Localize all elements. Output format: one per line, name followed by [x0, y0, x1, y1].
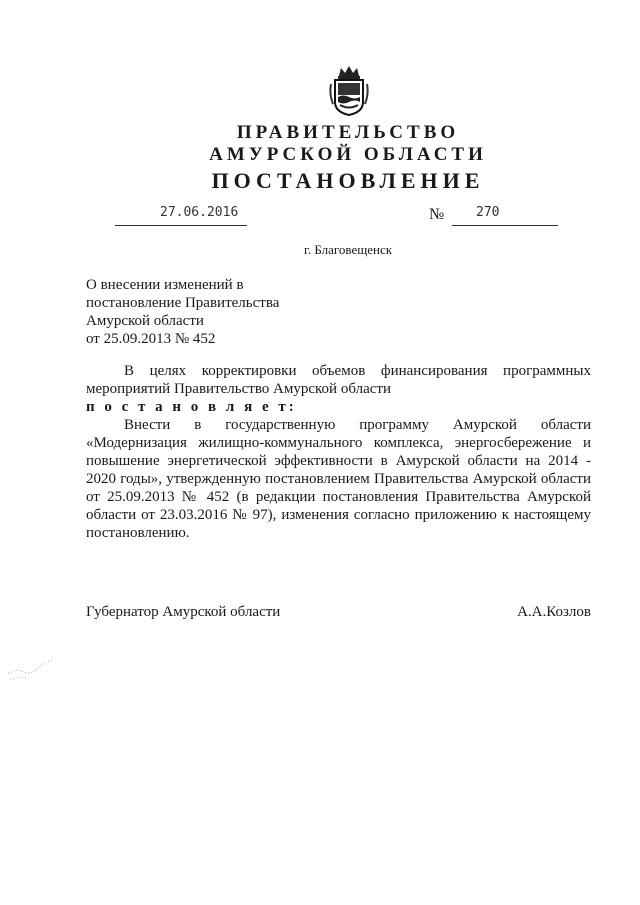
subject-line: Амурской области	[86, 313, 204, 329]
signatory-name: А.А.Козлов	[517, 604, 591, 620]
document-date: 27.06.2016	[160, 205, 239, 220]
number-underline	[452, 205, 558, 226]
government-title: ПРАВИТЕЛЬСТВО	[236, 122, 460, 143]
region-title: АМУРСКОЙ ОБЛАСТИ	[209, 144, 487, 165]
coat-of-arms-icon	[327, 64, 371, 116]
scan-artifact-icon	[6, 656, 56, 686]
resolution-paragraph: Внести в государственную программу Амурской области «Модернизация жилищно-коммунального комплекса, энергосбережение и повышение энергетической эффективности в Амурской области на 2014 - 2020 годы», утвержденную постановлением Правительства Амурской области от 25.09.2013 № 452 (в редакции постановления Правительства Амурской области от 23.03.2016 № 97), изменения согласно приложению к настоящему постановлению.	[86, 417, 591, 541]
document-number: 270	[476, 205, 500, 220]
subject-line: О внесении изменений в	[86, 277, 244, 293]
resolves-word: п о с т а н о в л я е т:	[86, 399, 297, 415]
subject-line: постановление Правительства	[86, 295, 280, 311]
subject-line: от 25.09.2013 № 452	[86, 331, 216, 347]
document-body	[86, 362, 591, 542]
document-type-title: ПОСТАНОВЛЕНИЕ	[211, 168, 485, 193]
city-name: г. Благовещенск	[303, 242, 393, 257]
number-sign: №	[429, 206, 445, 223]
document-subject	[86, 276, 279, 348]
preamble-paragraph: В целях корректировки объемов финансирования программных мероприятий Правительство Амурской области	[86, 363, 591, 397]
signatory-position: Губернатор Амурской области	[86, 604, 281, 620]
